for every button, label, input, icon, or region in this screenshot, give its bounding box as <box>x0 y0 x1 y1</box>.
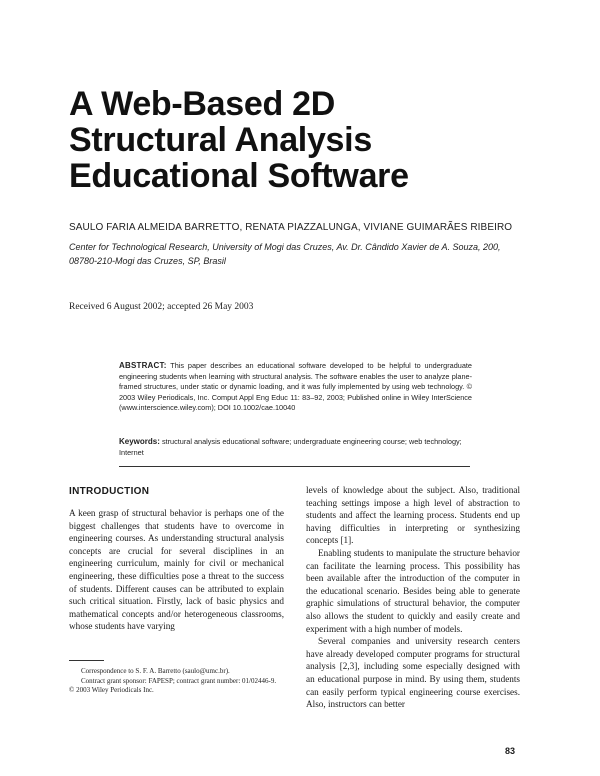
paper-title <box>69 86 529 194</box>
title-line: Structural Analysis <box>69 121 372 159</box>
affiliation-line: Center for Technological Research, University of Mogi das Cruzes, Av. Dr. Cândido Xavier de A. Souza, 200, <box>69 242 501 252</box>
footnote-divider <box>69 660 104 661</box>
footnote-correspondence: Correspondence to S. F. A. Barretto (saulo@umc.br). <box>81 667 230 675</box>
title-line: A Web-Based 2D <box>69 85 335 123</box>
body-paragraph: Enabling students to manipulate the structure behavior can facilitate the learning process. This possibility has been available after the introduction of the computer in the educational scenario. Besides being able to generate graphic simulations of structural behavior, the computer also allows the student to quickly and easily create and experiment with a high number of models. <box>306 547 520 634</box>
footnote-grant: Contract grant sponsor: FAPESP; contract grant number: 01/02446-9. <box>81 676 277 685</box>
received-dates: Received 6 August 2002; accepted 26 May 2003 <box>69 302 254 312</box>
abstract-divider <box>119 466 470 467</box>
body-paragraph: A keen grasp of structural behavior is perhaps one of the biggest challenges that students have to overcome in engineering courses. As understanding structural analysis concepts are crucial for several disciplines in an engineering curriculum, mainly for civil or mechanical engineering, these difficulties pose a threat to the success of students. Different causes can be attributed to explain such critical situation. Firstly, lack of basic physics and mathematical concepts and/or heterogeneous classrooms, whose students have varying <box>69 508 284 632</box>
abstract-block <box>119 361 472 414</box>
right-column <box>306 484 520 711</box>
keywords-text: structural analysis educational software; undergraduate engineering course; web technology; Internet <box>119 437 462 457</box>
title-line: Educational Software <box>69 157 409 195</box>
affiliation-line: 08780-210-Mogi das Cruzes, SP, Brasil <box>69 256 226 266</box>
section-heading: INTRODUCTION <box>69 486 150 497</box>
author-list: SAULO FARIA ALMEIDA BARRETTO, RENATA PIAZZALUNGA, VIVIANE GUIMARÃES RIBEIRO <box>69 222 513 233</box>
abstract-label: ABSTRACT: <box>119 361 167 370</box>
affiliation <box>69 240 509 268</box>
body-paragraph: Several companies and university research centers have already developed computer programs for structural analysis [2,3], including some especially designed with an educational purpose in mind. By using them, students can easily perform typical engineering course exercises. Also, instructors can better <box>306 636 520 710</box>
footnotes <box>69 667 284 696</box>
keywords-block <box>119 437 472 458</box>
keywords-label: Keywords: <box>119 437 160 446</box>
abstract-text: This paper describes an educational software developed to be helpful to undergraduate engineering students when learning with structural analysis. The software enables the user to analyze plane-framed structures, under static or dynamic loading, and it was fully implemented by using web technology. © 2003 Wiley Periodicals, Inc. Comput Appl Eng Educ 11: 83–92, 2003; Published online in Wiley InterScience (www.interscience.wiley.com); DOI 10.1002/cae.10040 <box>119 361 472 412</box>
footnote-copyright: © 2003 Wiley Periodicals Inc. <box>69 686 154 695</box>
page-number: 83 <box>505 746 516 756</box>
left-column <box>69 507 284 633</box>
body-paragraph: levels of knowledge about the subject. Also, traditional teaching settings impose a high level of abstraction to students and affect the learning process. Students end up having difficulties in interpreting or synthesizing concepts [1]. <box>306 485 520 546</box>
